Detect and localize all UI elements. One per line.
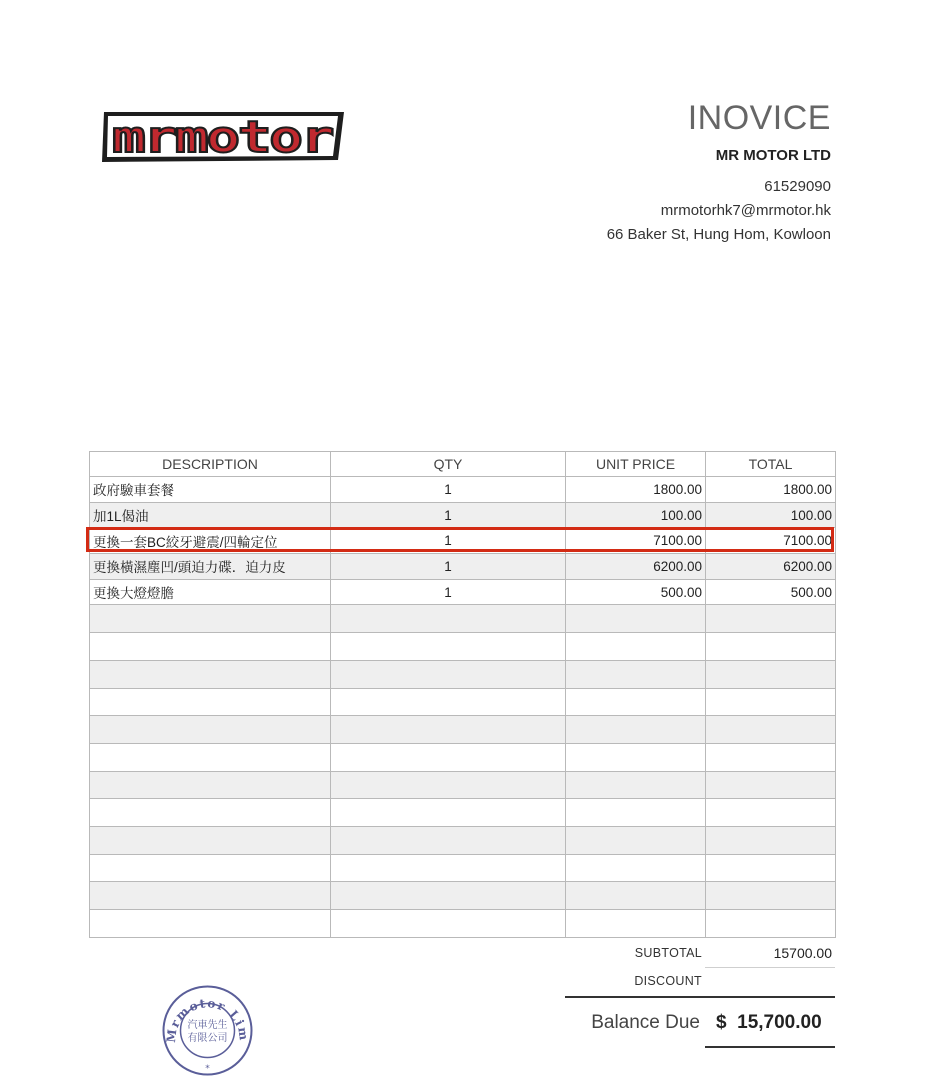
item-total: 7100.00 [706, 528, 836, 554]
item-unit-price: 500.00 [566, 579, 706, 605]
item-description: 更換大燈燈膽 [90, 579, 331, 605]
empty-table-row [90, 799, 836, 827]
item-qty: 1 [331, 528, 566, 554]
empty-table-row [90, 910, 836, 938]
empty-table-row [90, 826, 836, 854]
discount-row [565, 968, 835, 996]
stamp-inner-line1: 汽車先生 [187, 1020, 228, 1031]
logo-text: mrmotor [112, 112, 333, 163]
empty-table-row [90, 660, 836, 688]
empty-table-row [90, 716, 836, 744]
company-email: mrmotorhk7@mrmotor.hk [660, 202, 831, 219]
subtotal-label: SUBTOTAL [634, 946, 702, 960]
discount-label: DISCOUNT [634, 974, 702, 988]
empty-table-row [90, 688, 836, 716]
totals-block [565, 940, 835, 1048]
stamp-mark: * [205, 1064, 210, 1074]
item-description: 加1L偈油 [90, 502, 331, 528]
table-row [90, 579, 836, 605]
item-unit-price: 7100.00 [566, 528, 706, 554]
empty-table-row [90, 854, 836, 882]
table-row [90, 528, 836, 554]
empty-table-row [90, 771, 836, 799]
table-header-row [90, 452, 836, 477]
item-qty: 1 [331, 502, 566, 528]
table-row [90, 502, 836, 528]
item-description: 更換一套BC絞牙避震/四輪定位 [90, 528, 331, 554]
item-unit-price: 100.00 [566, 502, 706, 528]
empty-table-row [90, 605, 836, 633]
item-total: 500.00 [706, 579, 836, 605]
item-description: 政府驗車套餐 [90, 477, 331, 503]
company-name: MR MOTOR LTD [715, 147, 831, 164]
column-header-total: TOTAL [706, 452, 836, 477]
column-header-qty: QTY [331, 452, 566, 477]
item-total: 100.00 [706, 502, 836, 528]
subtotal-value: 15700.00 [773, 945, 832, 961]
invoice-title: INOVICE [687, 99, 831, 137]
table-row [90, 477, 836, 503]
item-qty: 1 [331, 554, 566, 580]
invoice-header [607, 98, 831, 247]
item-description: 更換橫濕塵凹/頭迫力碟．迫力皮 [90, 554, 331, 580]
item-qty: 1 [331, 579, 566, 605]
column-header-description: DESCRIPTION [90, 452, 331, 477]
company-address: 66 Baker St, Hung Hom, Kowloon [606, 226, 831, 243]
company-phone: 61529090 [764, 178, 831, 195]
balance-due-label: Balance Due [591, 1012, 700, 1033]
item-total: 1800.00 [706, 477, 836, 503]
company-stamp [160, 983, 255, 1078]
stamp-inner-line2: 有限公司 [187, 1033, 228, 1044]
empty-table-row [90, 882, 836, 910]
table-row [90, 554, 836, 580]
balance-due-row [565, 998, 835, 1048]
company-logo [100, 104, 348, 170]
balance-due-value: $ 15,700.00 [716, 1012, 822, 1033]
column-header-unit-price: UNIT PRICE [566, 452, 706, 477]
empty-table-row [90, 633, 836, 661]
item-qty: 1 [331, 477, 566, 503]
item-total: 6200.00 [706, 554, 836, 580]
empty-table-row [90, 743, 836, 771]
stamp-outer-text: Mrmotor Lim [163, 996, 252, 1044]
invoice-items-table [89, 451, 836, 938]
subtotal-row [565, 940, 835, 968]
item-unit-price: 6200.00 [566, 554, 706, 580]
item-unit-price: 1800.00 [566, 477, 706, 503]
